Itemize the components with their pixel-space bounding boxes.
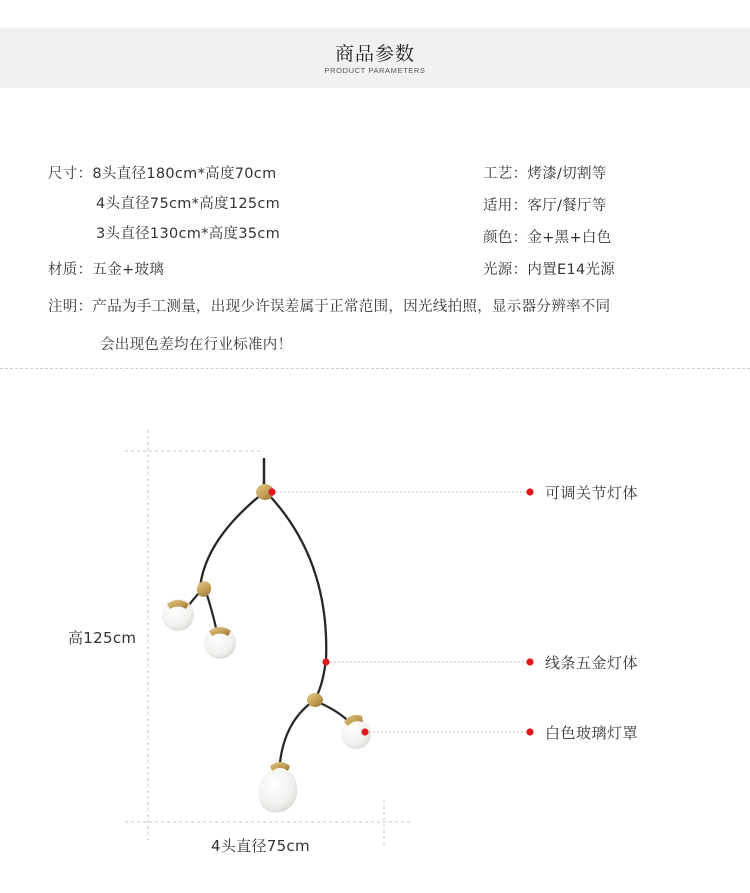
spec-craft: 工艺：烤漆/切割等 [483,166,607,182]
callout-dot-start-2 [322,658,329,665]
upper-branch-right [206,592,216,628]
callout-dot-end-3 [526,728,533,735]
spec-material: 材质：五金+玻璃 [48,262,165,278]
globe-2 [204,627,236,659]
callout-dot-start-3 [361,728,368,735]
callout-dot-end-2 [526,658,533,665]
spec-note-line2: 会出现色差均在行业标准内！ [100,337,293,353]
left-main-arm [200,494,262,588]
spec-size-line3: 3头直径130cm*高度35cm [96,226,281,242]
spec-color: 颜色：金+黑+白色 [483,230,612,246]
callout-label-shade: 白色玻璃灯罩 [545,724,639,742]
page-title: 商品参数 [334,43,415,65]
callout-label-joint: 可调关节灯体 [545,484,639,502]
width-label: 4头直径75cm [211,837,310,855]
globe-1 [162,599,194,631]
spec-usage: 适用：客厅/餐厅等 [483,198,607,214]
globe-4 [258,762,297,813]
lower-branch-right [318,702,349,722]
callout-dot-start-1 [268,488,275,495]
right-main-arm [268,494,326,700]
lower-joint [307,693,323,707]
spec-light-source: 光源：内置E14光源 [483,262,616,278]
spec-size-line1: 尺寸：8头直径180cm*高度70cm [48,166,277,182]
height-label: 高125cm [68,626,136,649]
callout-label-arm: 线条五金灯体 [545,654,639,672]
spec-note-line1: 注明：产品为手工测量，出现少许误差属于正常范围，因光线拍照，显示器分辨率不同 [48,299,611,315]
lower-branch-left [280,702,312,762]
spec-size-line2: 4头直径75cm*高度125cm [96,196,281,212]
page-subtitle: PRODUCT PARAMETERS [324,66,426,75]
callout-dot-end-1 [526,488,533,495]
